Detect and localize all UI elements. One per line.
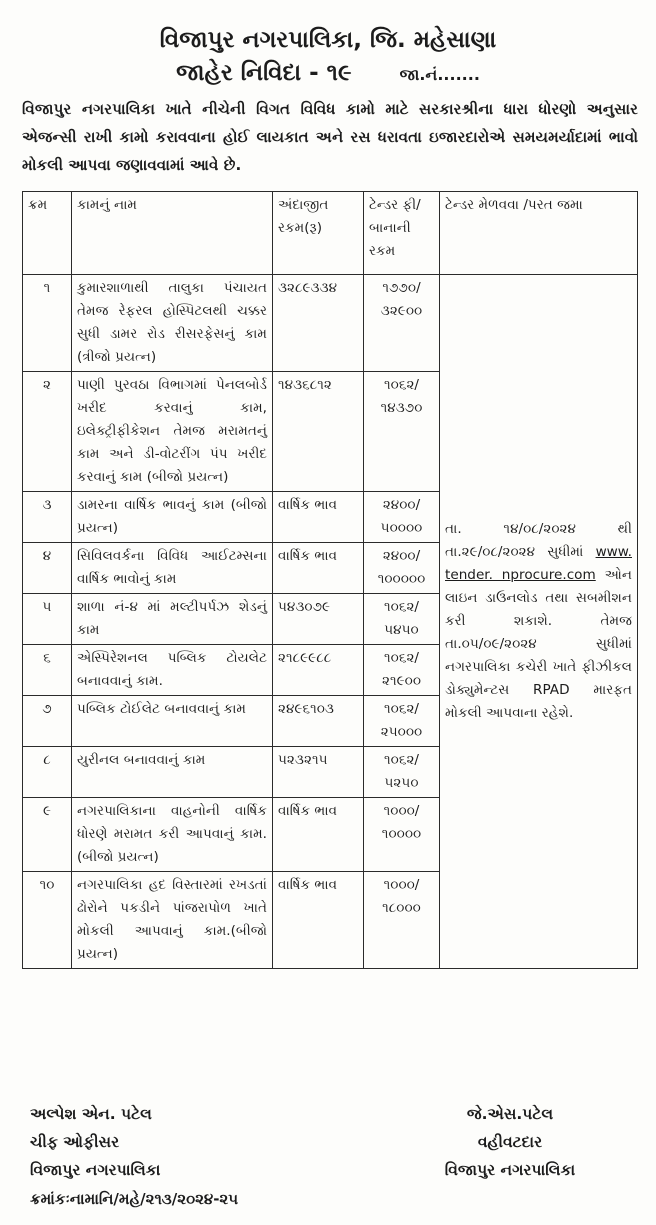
signatory-office: વિજાપુર નગરપાલિકા <box>444 1161 576 1179</box>
reference-number: ક્રમાંકઃનામાનિ/મહે/૨૧૩/૨૦૨૪-૨૫ <box>30 1190 239 1208</box>
submission-dates: તા. ૧૪/૦૮/૨૦૨૪ થી તા.૨૯/૦૮/૨૦૨૪ સુધીમાં <box>445 521 632 560</box>
submission-details <box>440 275 638 969</box>
header-submission: ટેન્ડર મેળવવા /પરત જમા <box>440 192 638 275</box>
row-work-name: એસ્પિરેશનલ પબ્લિક ટોયલેટ બનાવવાનું કામ. <box>72 645 273 696</box>
notice-title: વિજાપુર નગરપાલિકા, જિ. મહેસાણા <box>159 27 497 53</box>
row-fee: ૧૦૬૨/ ૧૪૩૭૦ <box>364 372 440 492</box>
table-row <box>23 275 638 372</box>
row-work-name: પબ્લિક ટોઈલેટ બનાવવાનું કામ <box>72 696 273 747</box>
signatory-designation: વહીવટદાર <box>477 1133 543 1151</box>
row-sr: ૧ <box>23 275 72 372</box>
row-work-name: યુરીનલ બનાવવાનું કામ <box>72 747 273 798</box>
row-estimate: ૫૨૩૨૧૫ <box>273 747 364 798</box>
works-table <box>22 191 638 969</box>
row-fee: ૨૪૦૦/ ૧૦૦૦૦૦ <box>364 543 440 594</box>
row-estimate: વાર્ષિક ભાવ <box>273 798 364 872</box>
intro-paragraph: વિજાપુર નગરપાલિકા ખાતે નીચેની વિગત વિવિધ કામો માટે સરકારશ્રીના ધારા ધોરણો અનુસાર એજન્સી રાખી કામો કરાવવાના હોઈ લાયકાત અને રસ ધરાવતા ઇજારદારોએ સમયમર્યાદામાં ભાવો મોકલી આપવા જણાવવામાં આવે છે. <box>22 100 638 174</box>
notice-subtitle <box>0 58 656 90</box>
row-sr: ૯ <box>23 798 72 872</box>
row-estimate: વાર્ષિક ભાવ <box>273 492 364 543</box>
row-estimate: ૨૪૯૬૧૦૩ <box>273 696 364 747</box>
header-estimate: અંદાજીત રકમ(રૂ) <box>273 192 364 275</box>
row-estimate: વાર્ષિક ભાવ <box>273 543 364 594</box>
row-sr: ૪ <box>23 543 72 594</box>
row-work-name: ડામરના વાર્ષિક ભાવનું કામ (બીજો પ્રયત્ન) <box>72 492 273 543</box>
row-work-name: કુમારશાળાથી તાલુકા પંચાયત તેમજ રેફરલ હોસ્પિટલથી ચક્કર સુધી ડામર રોડ રીસરફેસનું કામ (ત્રીજો પ્રયત્ન) <box>72 275 273 372</box>
header-fee: ટેન્ડર ફી/ બાનાની રકમ <box>364 192 440 275</box>
row-work-name: નગરપાલિકાના વાહનોની વાર્ષિક ધોરણે મરામત કરી આપવાનું કામ.(બીજો પ્રયત્ન) <box>72 798 273 872</box>
row-sr: ૮ <box>23 747 72 798</box>
row-estimate: ૧૪૩૬૮૧૨ <box>273 372 364 492</box>
signatory-name: અલ્પેશ એન. પટેલ <box>30 1105 152 1123</box>
row-sr: ૧૦ <box>23 872 72 969</box>
row-sr: ૩ <box>23 492 72 543</box>
signatory-name: જે.એસ.પટેલ <box>466 1105 554 1123</box>
row-sr: ૨ <box>23 372 72 492</box>
row-fee: ૧૭૭૦/ ૩૨૯૦૦ <box>364 275 440 372</box>
signatory-designation: ચીફ ઓફીસર <box>30 1133 120 1151</box>
header-work-name: કામનું નામ <box>72 192 273 275</box>
row-fee: ૧૦૦૦/ ૧૦૦૦૦ <box>364 798 440 872</box>
row-estimate: વાર્ષિક ભાવ <box>273 872 364 969</box>
row-fee: ૧૦૦૦/ ૧૮૦૦૦ <box>364 872 440 969</box>
signatory-office: વિજાપુર નગરપાલિકા <box>30 1161 161 1179</box>
row-work-name: પાણી પુરવઠા વિભાગમાં પેનલબોર્ડ ખરીદ કરવાનું કામ, ઇલેક્ટ્રીફીકેશન તેમજ મરામતનું કામ અને ડી-વોટરીંગ પંપ ખરીદ કરવાનું કામ (બીજો પ્રયત્ન) <box>72 372 273 492</box>
row-fee: ૧૦૬૨/ ૫૨૫૦ <box>364 747 440 798</box>
row-fee: ૧૦૬૨/ ૫૪૫૦ <box>364 594 440 645</box>
outward-number: જા.નં....... <box>399 65 480 84</box>
row-sr: ૬ <box>23 645 72 696</box>
row-estimate: ૨૧૮૯૯૮૮ <box>273 645 364 696</box>
header-sr: ક્રમ <box>23 192 72 275</box>
row-work-name: નગરપાલિકા હદ વિસ્તારમાં રખડતાં ઢોરોને પકડીને પાંજરાપોળ ખાતે મોકલી આપવાનું કામ.(બીજો પ્રયત્ન) <box>72 872 273 969</box>
row-work-name: સિવિલવર્કના વિવિધ આઈટમ્સના વાર્ષિક ભાવોનું કામ <box>72 543 273 594</box>
row-sr: ૭ <box>23 696 72 747</box>
signatory-chief-officer <box>30 1100 160 1184</box>
row-work-name: શાળા નં-૪ માં મલ્ટીપર્પઝ શેડનું કામ <box>72 594 273 645</box>
row-fee: ૧૦૬૨/ ૨૫૦૦૦ <box>364 696 440 747</box>
notice-number: જાહેર નિવિદા - ૧૯ <box>176 60 352 86</box>
row-fee: ૨૪૦૦/ ૫૦૦૦૦ <box>364 492 440 543</box>
table-header-row <box>23 192 638 275</box>
row-estimate: ૫૪૩૦૭૯ <box>273 594 364 645</box>
row-sr: ૫ <box>23 594 72 645</box>
row-fee: ૧૦૬૨/ ૨૧૯૦૦ <box>364 645 440 696</box>
signatory-administrator <box>410 1100 610 1184</box>
tender-portal-link[interactable]: www. tender. nprocure.com <box>445 544 632 583</box>
row-estimate: ૩૨૮૯૩૩૪ <box>273 275 364 372</box>
submission-instructions: ઓન લાઇન ડાઉનલોડ તથા સબમીશન કરી શકાશે. તેમજ તા.૦૫/૦૯/૨૦૨૪ સુધીમાં નગરપાલિકા કચેરી ખાતે ફીઝીકલ ડોક્યુમેન્ટસ RPAD મારફત મોકલી આપવાના રહેશે. <box>445 567 633 721</box>
